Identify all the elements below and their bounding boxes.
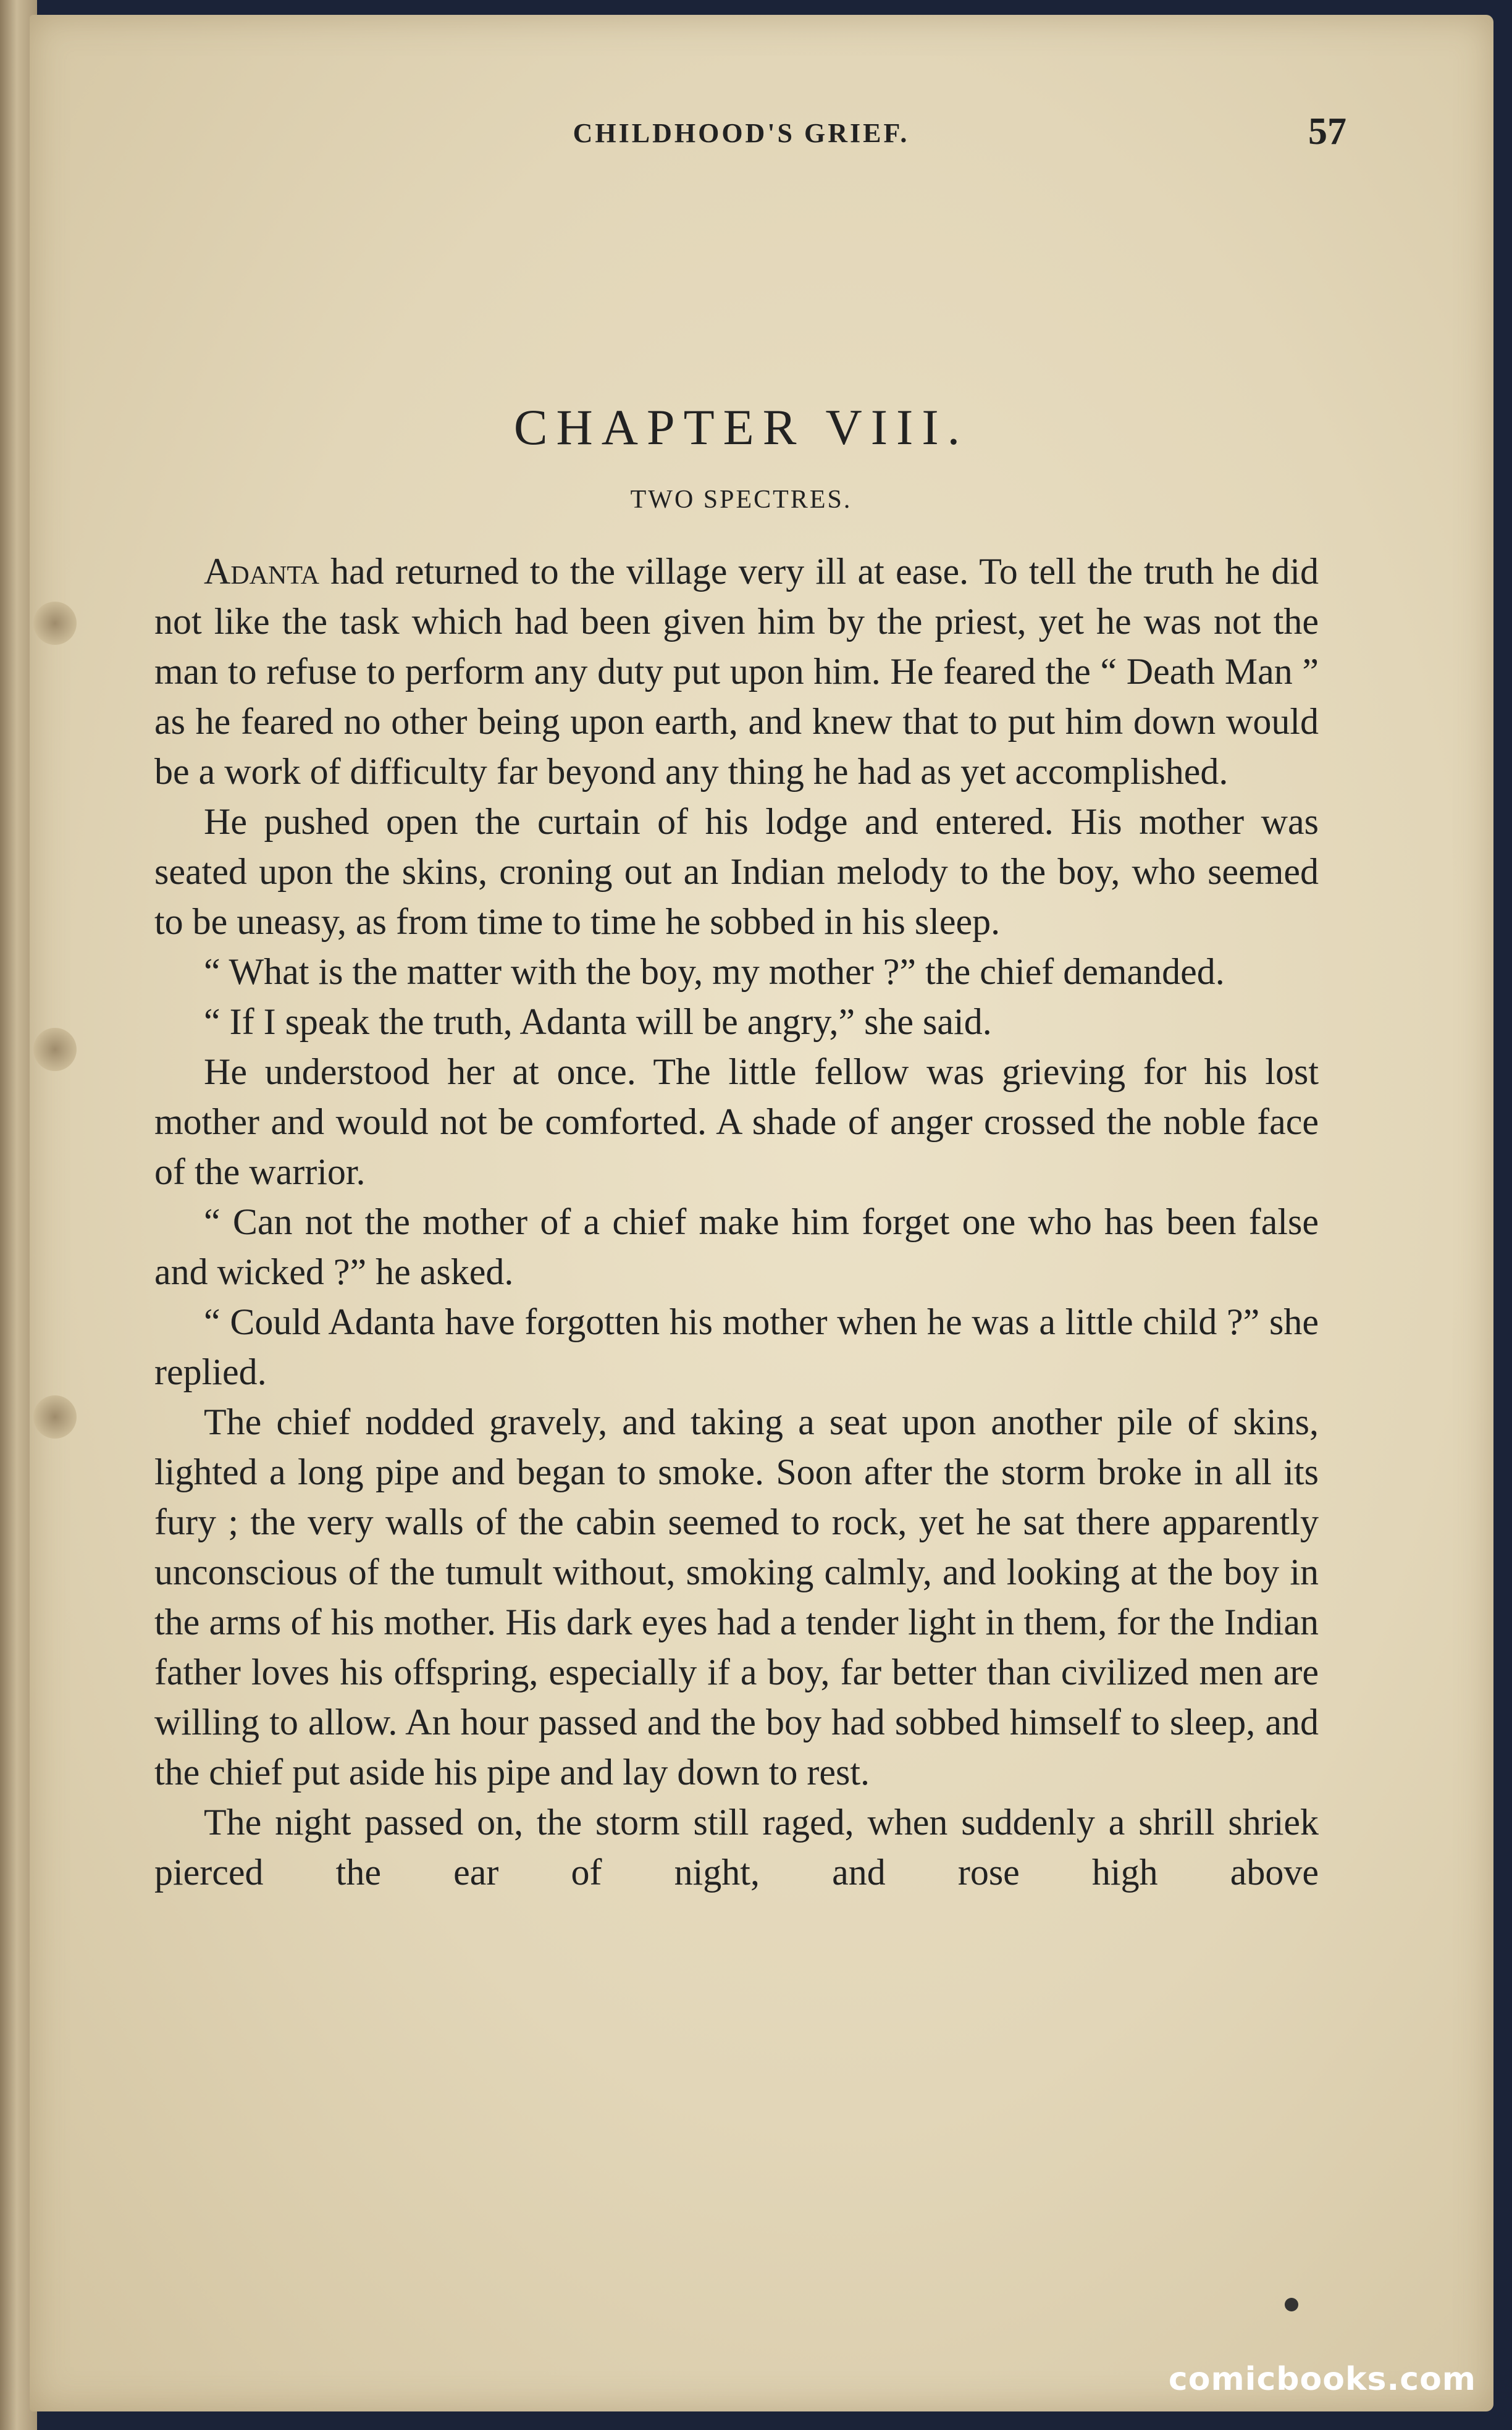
paragraph: “ Could Adanta have forgotten his mother when he was a little child ?” she replied. [154,1301,1319,1392]
paragraph: “ What is the matter with the boy, my mother ?” the chief demanded. [204,951,1225,992]
running-head [136,99,1346,173]
paragraph: He understood her at once. The little fellow was grieving for his lost mother and would not be comforted. A shade of anger crossed the noble face of the warrior. [154,1051,1319,1192]
paragraph: The chief nodded gravely, and taking a seat upon another pile of skins, lighted a long pipe and began to smoke. Soon after the storm broke in all its fury ; the very walls of the cabin seemed to rock, yet he sat there apparently unconscious of the tumult without, smoking calmly, and looking at the boy in the arms of his mother. His dark eyes had a tender light in them, for the Indian father loves his offspring, especially if a boy, far better than civilized men are willing to allow. An hour passed and the boy had sobbed himself to sleep, and the chief put aside his pipe and lay down to rest. [154,1402,1319,1793]
binding-hole [33,1395,77,1439]
chapter-subtitle: TWO SPECTRES. [630,486,852,514]
paragraph: The night passed on, the storm still raged, when suddenly a shrill shriek pierced the ear of night, and rose high above [154,1802,1319,1893]
watermark: comicbooks.com [1168,2361,1476,2398]
paragraph: He pushed open the curtain of his lodge and entered. His mother was seated upon the skins, croning out an Indian melody to the boy, who seemed to be uneasy, as from time to time he sobbed in his sleep. [154,801,1319,942]
body-text [154,547,1319,1898]
running-title: CHILDHOOD'S GRIEF. [573,118,910,148]
binding-hole [33,1028,77,1071]
paragraph: “ Can not the mother of a chief make him forget one who has been false and wicked ?” he asked. [154,1201,1319,1292]
binding-hole [33,602,77,645]
lead-name: Adanta [204,551,319,592]
paragraph: “ If I speak the truth, Adanta will be angry,” she said. [204,1001,992,1042]
page-number: 57 [1308,111,1346,153]
paragraph: Adanta had returned to the village very ill at ease. To tell the truth he did not like the task which had been given him by the priest, yet he was not the man to refuse to perform any duty put upon him. He feared the “ Death Man ” as he feared no other being upon earth, and knew that to put him down would be a work of difficulty far beyond any thing he had as yet accomplished. [154,551,1319,792]
ink-dot [1285,2298,1298,2311]
chapter-title: CHAPTER VIII. [513,399,969,455]
